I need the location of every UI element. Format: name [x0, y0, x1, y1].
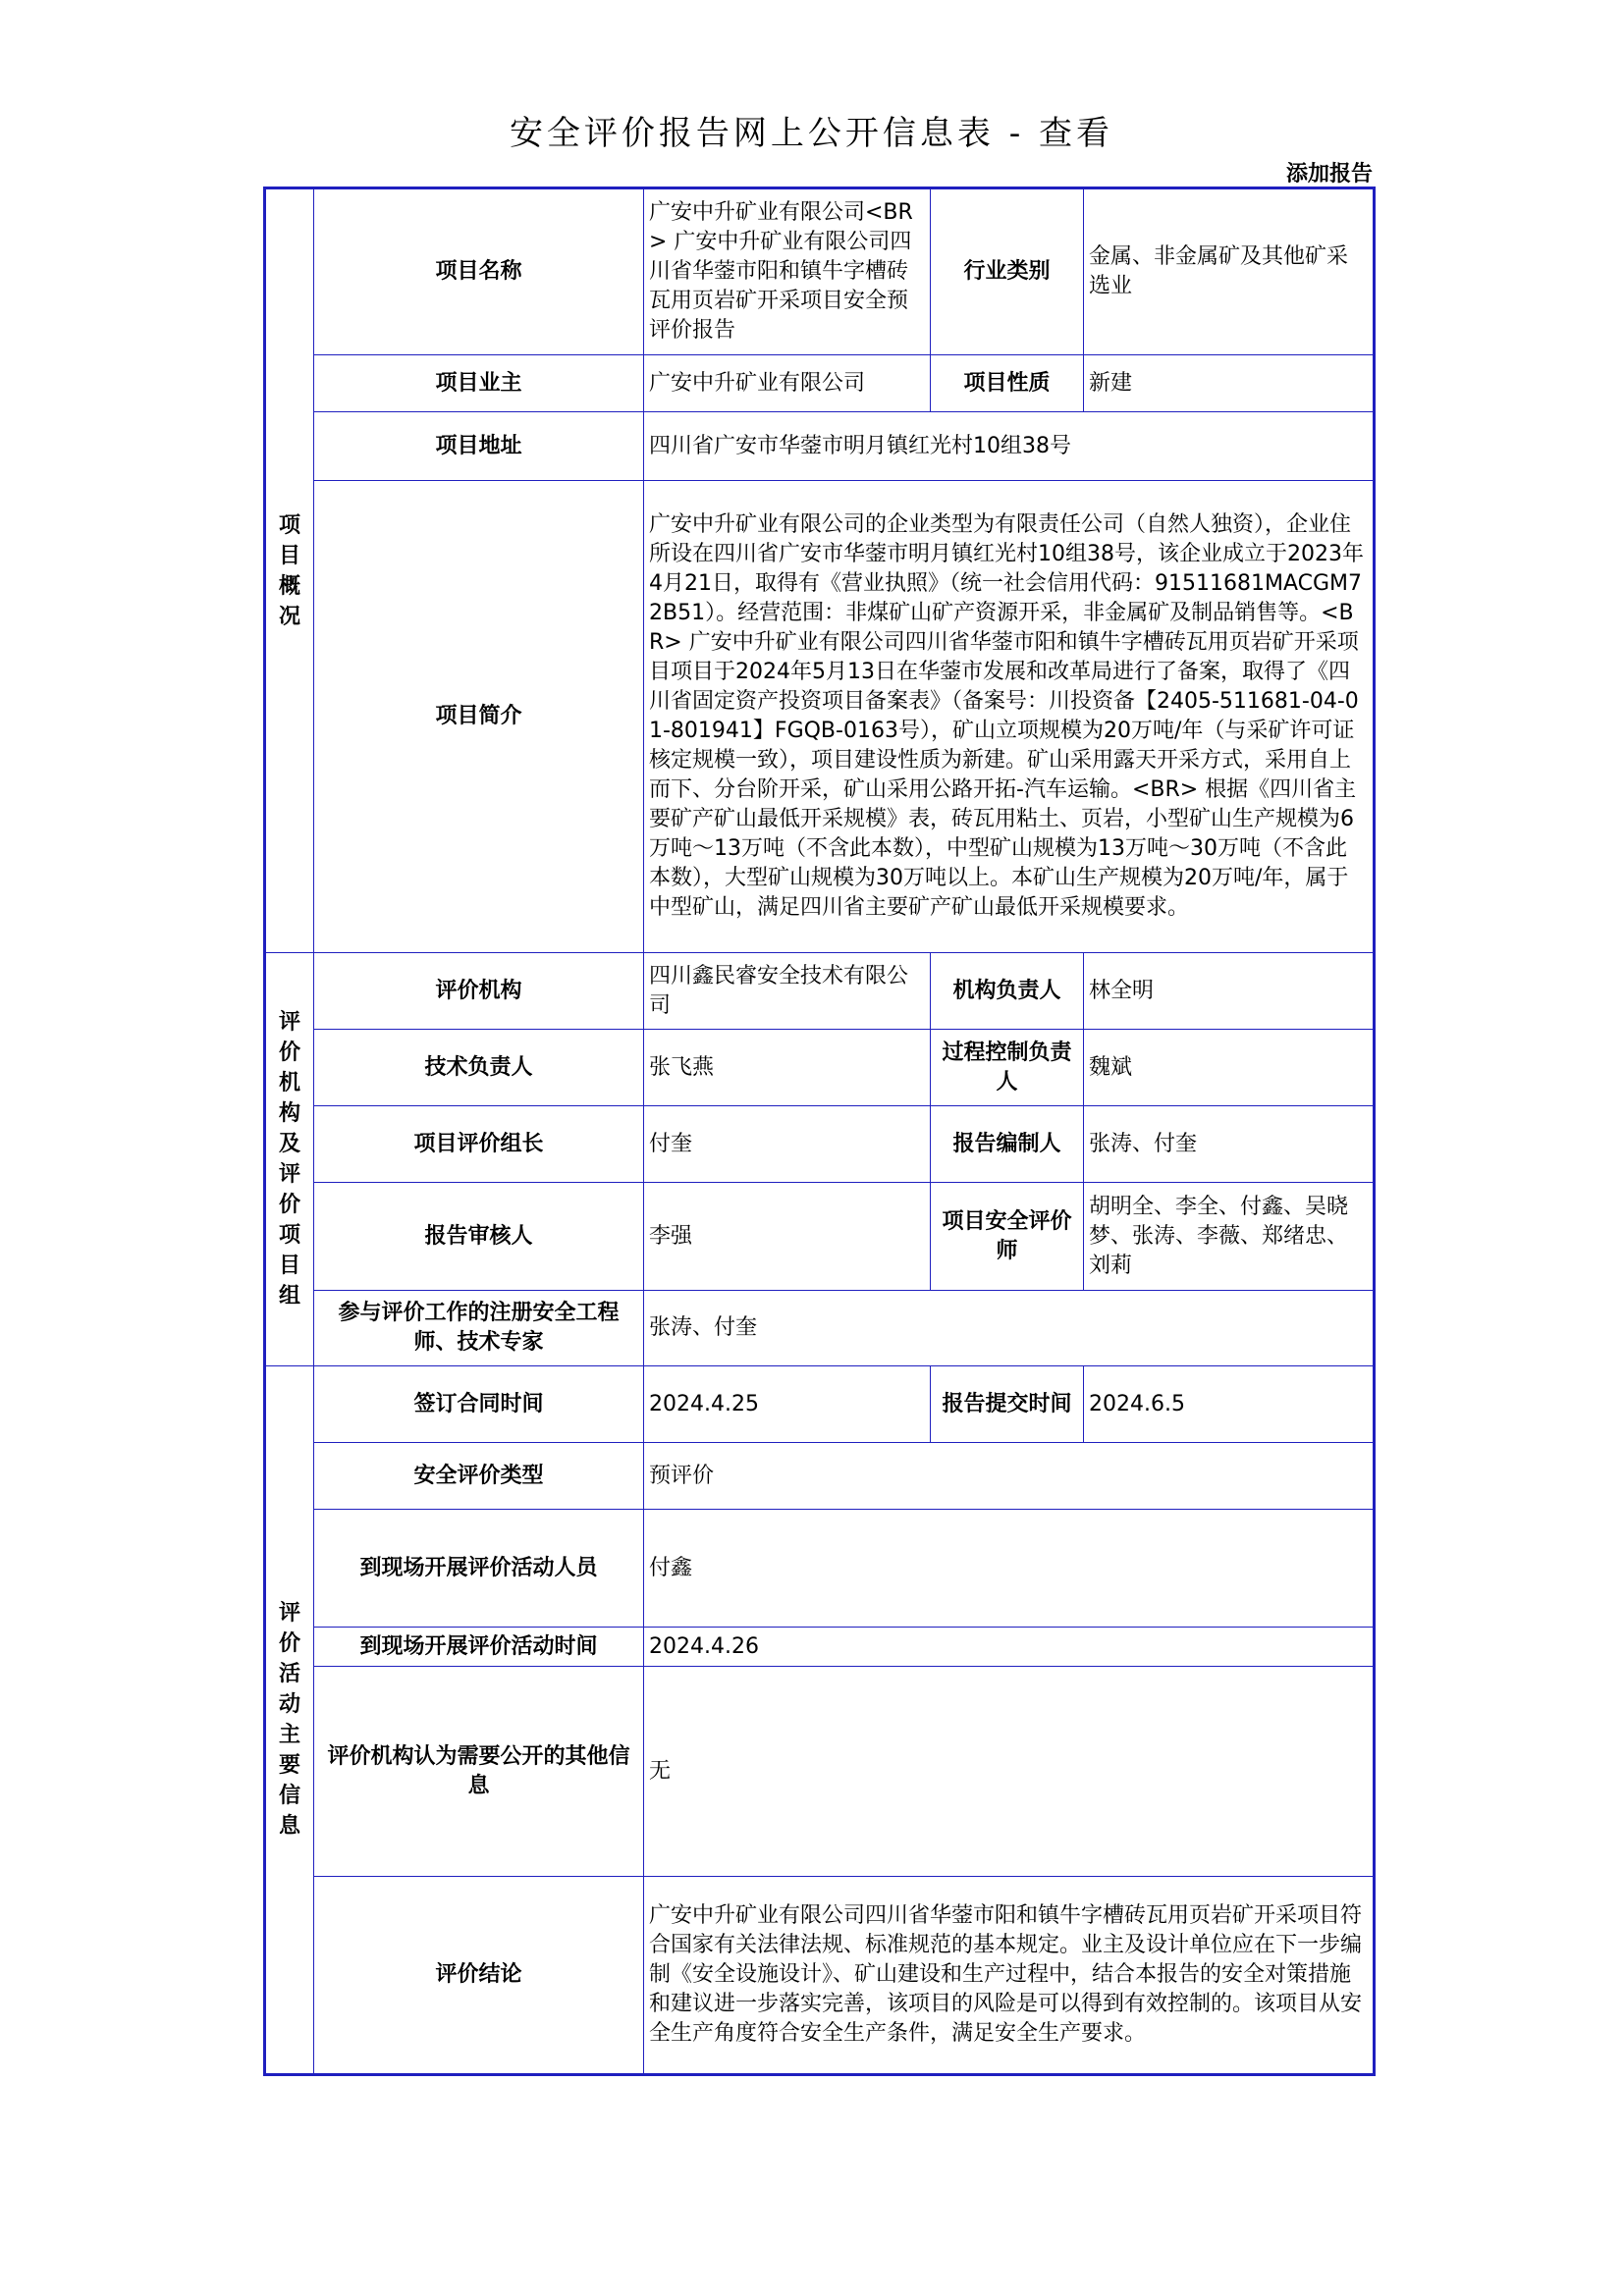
intro-label: 项目简介 — [314, 481, 644, 953]
reviewer-value: 李强 — [644, 1183, 931, 1291]
page-title: 安全评价报告网上公开信息表 - 查看 — [509, 114, 1114, 153]
owner-label: 项目业主 — [314, 355, 644, 412]
experts-value: 张涛、付奎 — [644, 1291, 1375, 1366]
compiler-label: 报告编制人 — [931, 1106, 1084, 1183]
reviewer-label: 报告审核人 — [314, 1183, 644, 1291]
conclusion-value: 广安中升矿业有限公司四川省华蓥市阳和镇牛字槽砖瓦用页岩矿开采项目符合国家有关法律法规、标准规范的基本规定。业主及设计单位应在下一步编制《安全设施设计》、矿山建设和生产过程中，结合本报告的安全对策措施和建议进一步落实完善，该项目的风险是可以得到有效控制的。该项目从安全生产角度符合安全生产条件，满足安全生产要求。 — [644, 1877, 1375, 2075]
address-value: 四川省广安市华蓥市明月镇红光村10组38号 — [644, 412, 1375, 481]
agency-value: 四川鑫民睿安全技术有限公司 — [644, 953, 931, 1030]
row-project-name — [265, 188, 1375, 355]
agency-head-label: 机构负责人 — [931, 953, 1084, 1030]
other-info-value: 无 — [644, 1667, 1375, 1877]
row-contract-date — [265, 1366, 1375, 1443]
assessors-value: 胡明全、李全、付鑫、吴晓梦、张涛、李薇、郑绪忠、刘莉 — [1084, 1183, 1375, 1291]
row-site-time — [265, 1628, 1375, 1667]
conclusion-label: 评价结论 — [314, 1877, 644, 2075]
row-type — [265, 1443, 1375, 1510]
row-intro — [265, 481, 1375, 953]
owner-value: 广安中升矿业有限公司 — [644, 355, 931, 412]
row-other-info — [265, 1667, 1375, 1877]
team-leader-value: 付奎 — [644, 1106, 931, 1183]
type-value: 预评价 — [644, 1443, 1375, 1510]
experts-label: 参与评价工作的注册安全工程师、技术专家 — [314, 1291, 644, 1366]
info-table — [263, 187, 1376, 2076]
assessors-label: 项目安全评价师 — [931, 1183, 1084, 1291]
section-organization: 评价机构及评价项目组 — [265, 953, 314, 1366]
site-staff-value: 付鑫 — [644, 1510, 1375, 1628]
nature-label: 项目性质 — [931, 355, 1084, 412]
row-address — [265, 412, 1375, 481]
submit-date-value: 2024.6.5 — [1084, 1366, 1375, 1443]
project-name-label: 项目名称 — [314, 188, 644, 355]
team-leader-label: 项目评价组长 — [314, 1106, 644, 1183]
row-team-leader — [265, 1106, 1375, 1183]
row-experts — [265, 1291, 1375, 1366]
agency-label: 评价机构 — [314, 953, 644, 1030]
intro-value: 广安中升矿业有限公司的企业类型为有限责任公司（自然人独资），企业住所设在四川省广安市华蓥市明月镇红光村10组38号，该企业成立于2023年4月21日，取得有《营业执照》（统一社会信用代码：91511681MACGM72B51）。经营范围：非煤矿山矿产资源开采，非金属矿及制品销售等。<BR> 广安中升矿业有限公司四川省华蓥市阳和镇牛字槽砖瓦用页岩矿开采项目项目于2024年5月13日在华蓥市发展和改革局进行了备案，取得了《四川省固定资产投资项目备案表》（备案号：川投资备【2405-511681-04-01-801941】FGQB-0163号），矿山立项规模为20万吨/年（与采矿许可证核定规模一致），项目建设性质为新建。矿山采用露天开采方式，采用自上而下、分台阶开采，矿山采用公路开拓-汽车运输。<BR> 根据《四川省主要矿产矿山最低开采规模》表，砖瓦用粘土、页岩，小型矿山生产规模为6万吨～13万吨（不含此本数），中型矿山规模为13万吨～30万吨（不含此本数），大型矿山规模为30万吨以上。本矿山生产规模为20万吨/年，属于中型矿山，满足四川省主要矿产矿山最低开采规模要求。 — [644, 481, 1375, 953]
contract-date-label: 签订合同时间 — [314, 1366, 644, 1443]
process-head-value: 魏斌 — [1084, 1030, 1375, 1106]
contract-date-value: 2024.4.25 — [644, 1366, 931, 1443]
type-label: 安全评价类型 — [314, 1443, 644, 1510]
row-site-staff — [265, 1510, 1375, 1628]
nature-value: 新建 — [1084, 355, 1375, 412]
project-name-value: 广安中升矿业有限公司<BR> 广安中升矿业有限公司四川省华蓥市阳和镇牛字槽砖瓦用页岩矿开采项目安全预评价报告 — [644, 188, 931, 355]
section-overview: 项目概况 — [265, 188, 314, 953]
tech-head-label: 技术负责人 — [314, 1030, 644, 1106]
site-staff-label: 到现场开展评价活动人员 — [314, 1510, 644, 1628]
other-info-label: 评价机构认为需要公开的其他信息 — [314, 1667, 644, 1877]
tech-head-value: 张飞燕 — [644, 1030, 931, 1106]
section-activity: 评价活动主要信息 — [265, 1366, 314, 2075]
agency-head-value: 林全明 — [1084, 953, 1375, 1030]
site-time-value: 2024.4.26 — [644, 1628, 1375, 1667]
add-report-link[interactable]: 添加报告 — [1285, 162, 1373, 187]
process-head-label: 过程控制负责人 — [931, 1030, 1084, 1106]
row-reviewer — [265, 1183, 1375, 1291]
row-owner — [265, 355, 1375, 412]
submit-date-label: 报告提交时间 — [931, 1366, 1084, 1443]
industry-value: 金属、非金属矿及其他矿采选业 — [1084, 188, 1375, 355]
site-time-label: 到现场开展评价活动时间 — [314, 1628, 644, 1667]
compiler-value: 张涛、付奎 — [1084, 1106, 1375, 1183]
address-label: 项目地址 — [314, 412, 644, 481]
row-tech-head — [265, 1030, 1375, 1106]
industry-label: 行业类别 — [931, 188, 1084, 355]
row-conclusion — [265, 1877, 1375, 2075]
row-agency — [265, 953, 1375, 1030]
